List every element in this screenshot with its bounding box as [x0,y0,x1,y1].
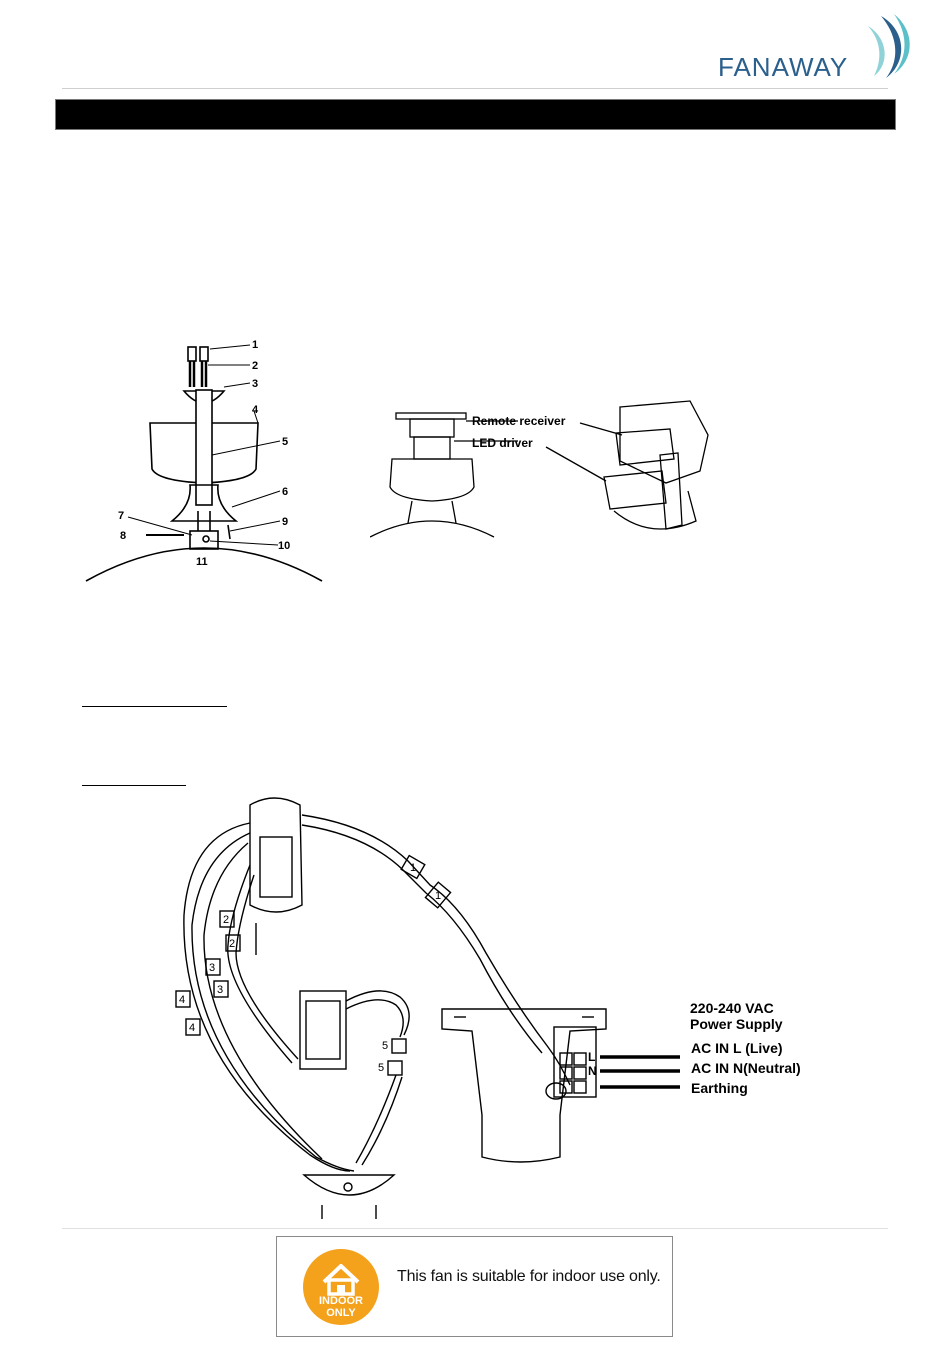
input-live-label: AC IN L (Live) [691,1040,783,1056]
callout-9: 9 [282,516,289,528]
callout-5: 5 [282,436,289,448]
connector-label-5a: 5 [382,1040,389,1052]
callout-3: 3 [252,378,259,390]
connector-label-3b: 3 [217,984,224,996]
section-heading-underline-1 [82,706,227,707]
connector-label-1a: 1 [410,862,417,874]
connector-label-4a: 4 [179,994,186,1006]
connector-label-1b: 1 [435,890,442,902]
wiring-diagram [150,795,830,1220]
callout-10: 10 [278,540,291,552]
callout-7: 7 [118,510,125,522]
connector-label-2b: 2 [229,938,236,950]
section-heading-underline-2 [82,785,186,786]
indoor-only-icon [302,1248,380,1326]
callout-1: 1 [252,339,259,351]
callout-6: 6 [282,486,289,498]
power-supply-line1: 220-240 VAC [690,1000,774,1016]
callout-4: 4 [252,404,259,416]
label-remote-receiver: Remote receiver [472,414,566,428]
connector-label-2a: 2 [223,914,230,926]
logo-wordmark: FANAWAY [718,52,849,82]
connector-label-4b: 4 [189,1022,196,1034]
indoor-notice-text: This fan is suitable for indoor use only. [397,1268,661,1285]
badge-text-line2: ONLY [326,1307,356,1319]
connector-label-5b: 5 [378,1062,385,1074]
input-neutral-label: AC IN N(Neutral) [691,1060,801,1076]
connector-label-3a: 3 [209,962,216,974]
badge-text-line1: INDOOR [319,1295,363,1307]
downrod-assembly-diagram [80,335,330,590]
power-supply-line2: Power Supply [690,1016,783,1032]
section-title-bar [55,99,896,130]
fanaway-logo [716,10,920,82]
terminal-label-l: L [588,1050,596,1064]
callout-11: 11 [196,556,208,568]
receiver-driver-diagram [370,395,730,555]
callout-8: 8 [120,530,127,542]
label-led-driver: LED driver [472,436,533,450]
input-earth-label: Earthing [691,1080,748,1096]
terminal-label-n: N [588,1064,597,1078]
footer-divider [62,1228,888,1229]
header-divider [62,88,888,89]
callout-2: 2 [252,360,259,372]
